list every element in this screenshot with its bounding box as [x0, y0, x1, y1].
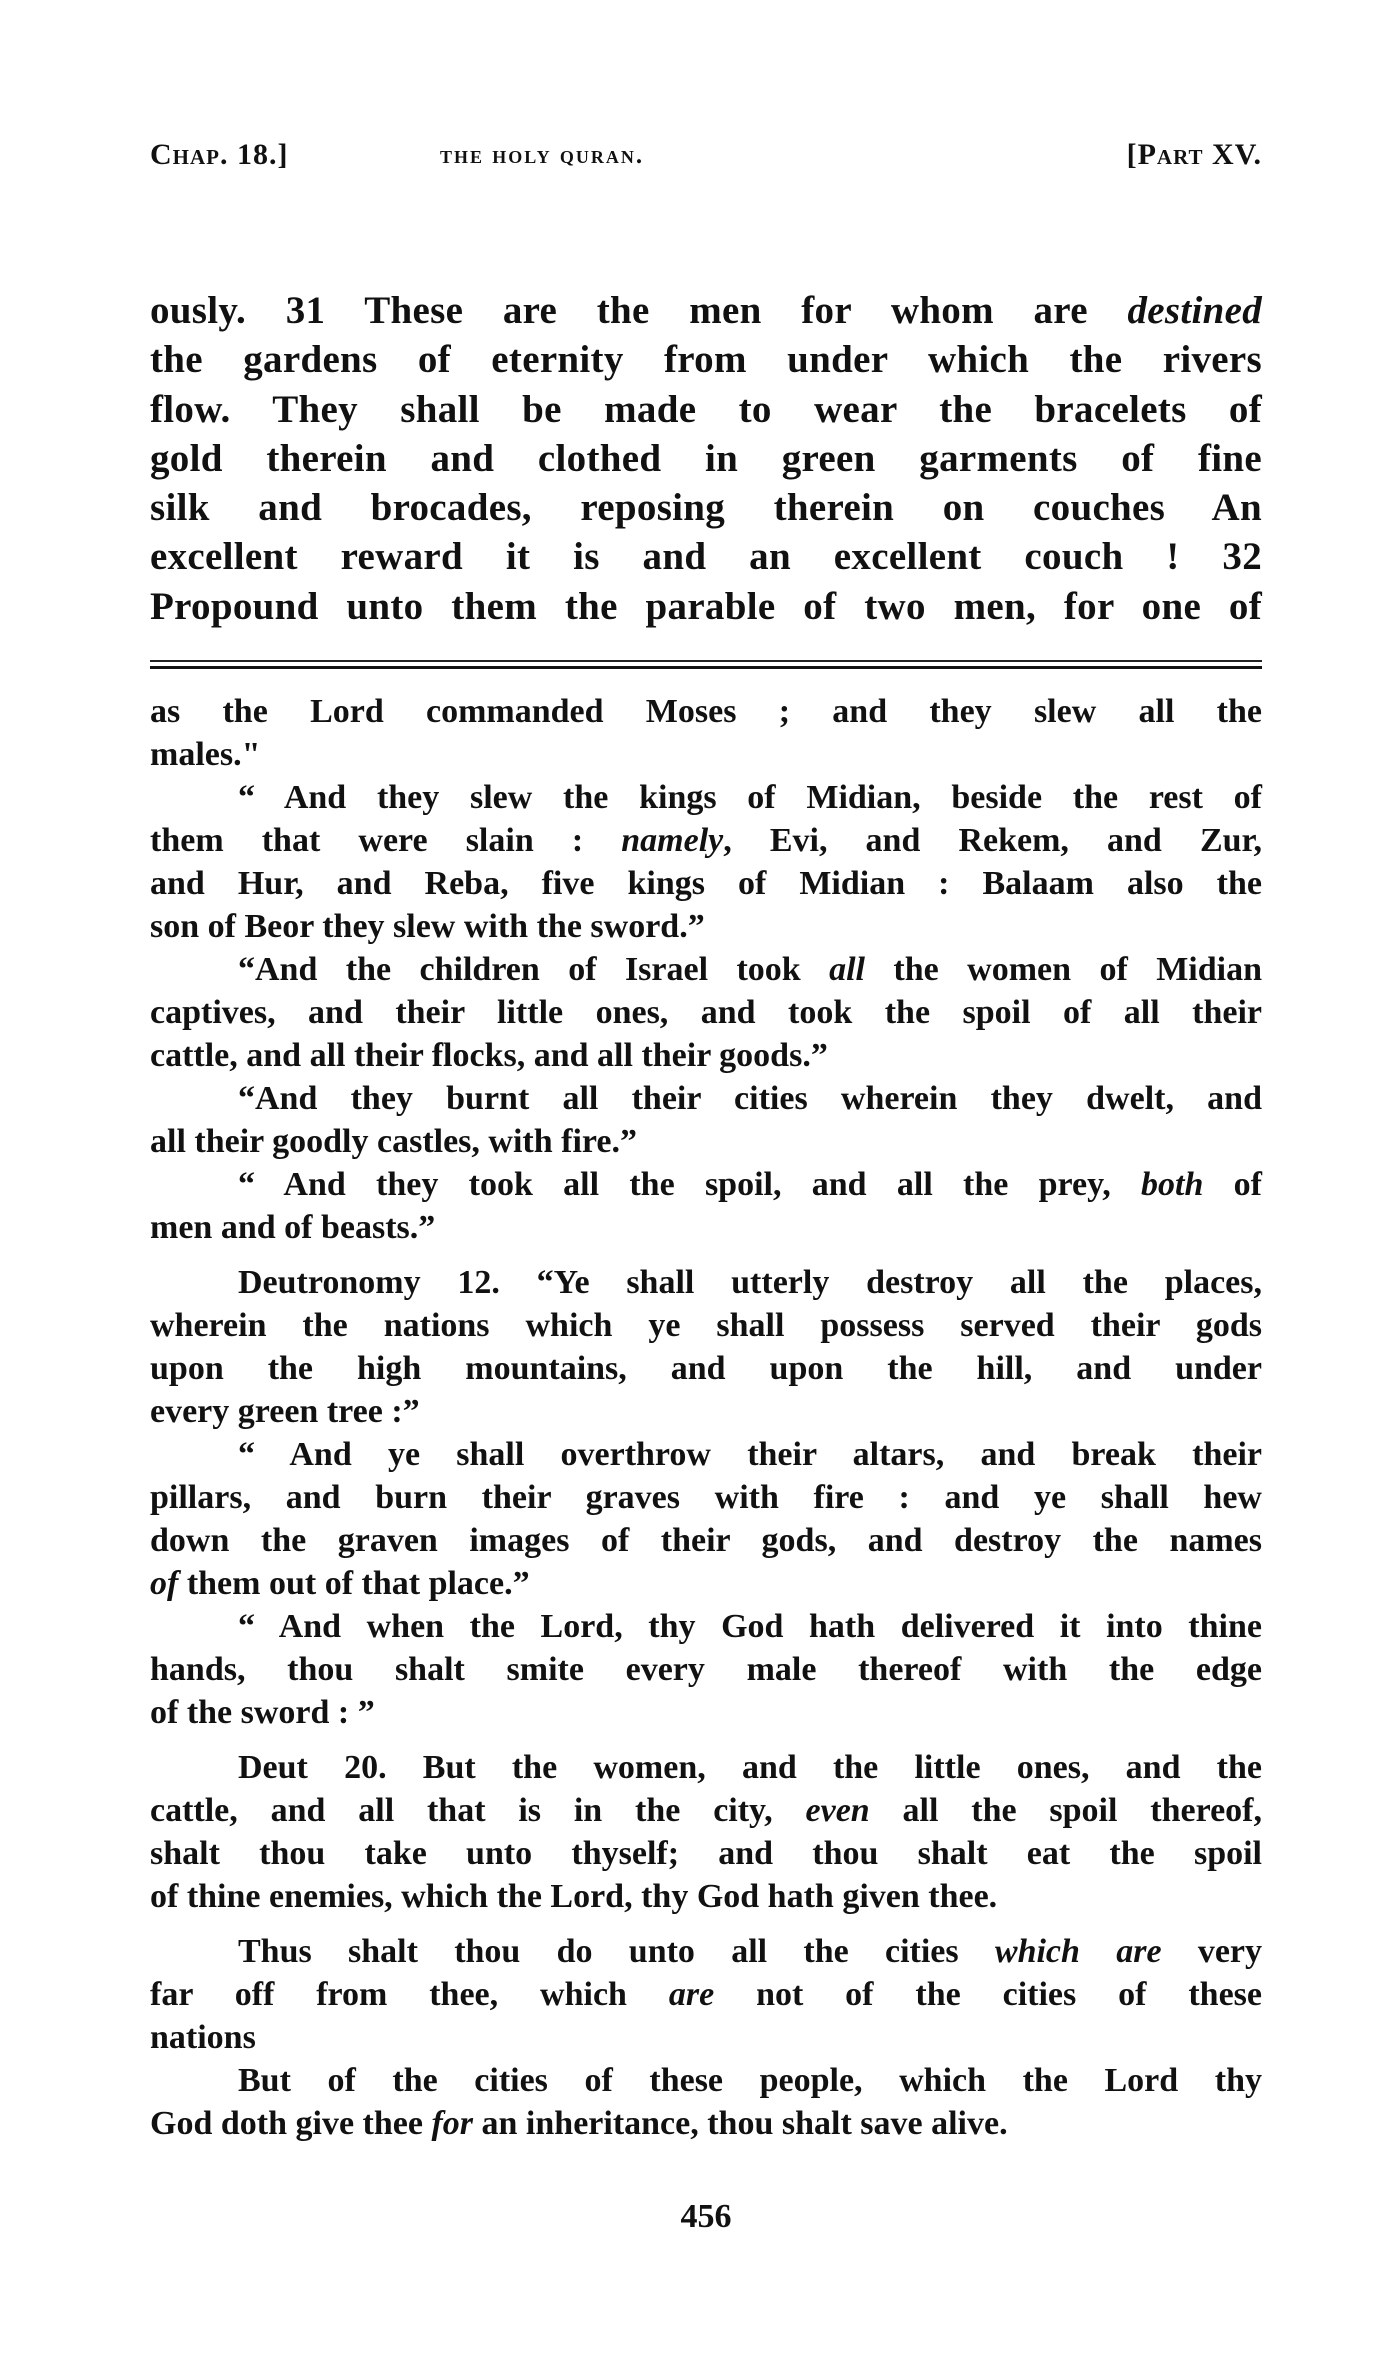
footnote-paragraph [150, 776, 1262, 948]
text-segment: the gardens of eternity from under which the rivers [150, 338, 1262, 382]
italic-word: namely [621, 822, 724, 859]
footnote-line [150, 1562, 1262, 1605]
footnote-line [150, 2102, 1262, 2145]
footnote-line: Deut 20. But the women, and the little ones, and the [238, 1749, 1262, 1786]
footnote-paragraph [150, 1746, 1262, 1918]
italic-word: even [805, 1792, 870, 1829]
italic-word: are [668, 1976, 715, 2013]
footnote-paragraph [150, 1433, 1262, 1605]
text-segment: , Evi, and Rekem, and Zur, [723, 822, 1262, 859]
footnote-line: and Hur, and Reba, five kings of Midian : Balaam also the [150, 865, 1262, 902]
main-text-line [150, 286, 1262, 335]
footnote-line [150, 1163, 1262, 1206]
text-segment: “And the children of Israel took [238, 951, 830, 988]
text-segment: cattle, and all that is in the city, [150, 1792, 806, 1829]
footnote-line: men and of beasts.” [150, 1209, 436, 1246]
footnotes [150, 690, 1262, 2145]
footnote-paragraph [150, 1930, 1262, 2059]
part-label: [Part XV. [1126, 138, 1262, 171]
main-text-line [150, 335, 1262, 384]
footnote-line: pillars, and burn their graves with fire : and ye shall hew [150, 1479, 1262, 1516]
footnote-line [150, 1930, 1262, 1973]
footnote-paragraph [150, 1261, 1262, 1433]
text-segment [1080, 1933, 1116, 1970]
text-segment: very [1161, 1933, 1263, 1970]
main-text-line [150, 532, 1262, 581]
footnote-line: hands, thou shalt smite every male thereof with the edge [150, 1651, 1262, 1688]
page-number: 456 [680, 2198, 732, 2235]
footnote-line: all their goodly castles, with fire.” [150, 1123, 637, 1160]
footnote-line: “ And ye shall overthrow their altars, and break their [238, 1436, 1262, 1473]
text-segment: God doth give thee [150, 2105, 432, 2142]
running-head [150, 138, 1262, 184]
main-text-line [150, 434, 1262, 483]
footnote-line: But of the cities of these people, which the Lord thy [238, 2062, 1262, 2099]
text-segment: them out of that place.” [178, 1565, 530, 1602]
footnote-line: nations [150, 2019, 256, 2056]
footnote-line [150, 1789, 1262, 1832]
italic-word: all [829, 951, 866, 988]
text-segment: Thus shalt thou do unto all the cities [238, 1933, 995, 1970]
footnote-line: shalt thou take unto thyself; and thou shalt eat the spoil [150, 1835, 1262, 1872]
text-segment: ously. 31 These are the men for whom are [150, 289, 1128, 332]
footnote-paragraph [150, 1163, 1262, 1249]
footnote-separator-rule [150, 660, 1262, 670]
italic-word: both [1141, 1166, 1204, 1203]
italic-word: which [994, 1933, 1080, 1970]
footnote-paragraph [150, 690, 1262, 776]
text-segment: the women of Midian [865, 951, 1262, 988]
text-segment: an inheritance, thou shalt save alive. [473, 2105, 1008, 2142]
text-segment: gold therein and clothed in green garments of fine [150, 436, 1262, 480]
footnote-paragraph [150, 1077, 1262, 1163]
book-title: the holy quran. [440, 142, 645, 169]
main-text-line [150, 385, 1262, 434]
footnote-line: upon the high mountains, and upon the hill, and under [150, 1350, 1262, 1387]
text-segment: flow. They shall be made to wear the bracelets of [150, 387, 1262, 431]
footnote-paragraph [150, 948, 1262, 1077]
footnote-line: cattle, and all their flocks, and all their goods.” [150, 1037, 828, 1074]
main-text-line [150, 483, 1262, 532]
italic-word: of [150, 1565, 179, 1602]
footnote-line: “And they burnt all their cities wherein they dwelt, and [238, 1080, 1262, 1117]
footnote-line: “ And when the Lord, thy God hath delivered it into thine [238, 1608, 1262, 1645]
main-text-line [150, 582, 1262, 631]
text-segment: excellent reward it is and an excellent couch ! 32 [150, 535, 1262, 579]
footnote-line [150, 948, 1262, 991]
text-segment: of [1203, 1166, 1262, 1203]
text-segment: silk and brocades, reposing therein on couches An [150, 486, 1262, 530]
footnote-line: of the sword : ” [150, 1694, 375, 1731]
footnote-line [150, 819, 1262, 862]
italic-word: are [1116, 1933, 1162, 1970]
main-text [150, 286, 1262, 631]
footnote-line: Deutronomy 12. “Ye shall utterly destroy all the places, [238, 1264, 1262, 1301]
footnote-line [150, 1973, 1262, 2016]
footnote-line: every green tree :” [150, 1393, 420, 1430]
footnote-line: wherein the nations which ye shall possess served their gods [150, 1307, 1262, 1344]
text-segment: Propound unto them the parable of two men, for one of [150, 584, 1262, 628]
footnote-line: as the Lord commanded Moses ; and they slew all the [150, 693, 1262, 730]
chapter-label: Chap. 18.] [150, 138, 289, 171]
footnote-line: down the graven images of their gods, and destroy the names [150, 1522, 1262, 1559]
text-segment: not of the cities of these [714, 1976, 1262, 2013]
footnote-paragraph [150, 2059, 1262, 2145]
rule-line-bottom [150, 666, 1262, 669]
footnote-line: males." [150, 736, 261, 773]
rule-line-top [150, 660, 1262, 662]
italic-word: destined [1127, 289, 1262, 332]
footnote-line: son of Beor they slew with the sword.” [150, 908, 705, 945]
italic-word: for [431, 2105, 474, 2142]
footnote-line: of thine enemies, which the Lord, thy God hath given thee. [150, 1878, 998, 1915]
text-segment: “ And they took all the spoil, and all the prey, [238, 1166, 1142, 1203]
footnote-paragraph [150, 1605, 1262, 1734]
footnote-line: “ And they slew the kings of Midian, beside the rest of [238, 779, 1262, 816]
footnote-line: captives, and their little ones, and took the spoil of all their [150, 994, 1262, 1031]
text-segment: far off from thee, which [150, 1976, 669, 2013]
text-segment: them that were slain : [150, 822, 622, 859]
text-segment: all the spoil thereof, [869, 1792, 1262, 1829]
